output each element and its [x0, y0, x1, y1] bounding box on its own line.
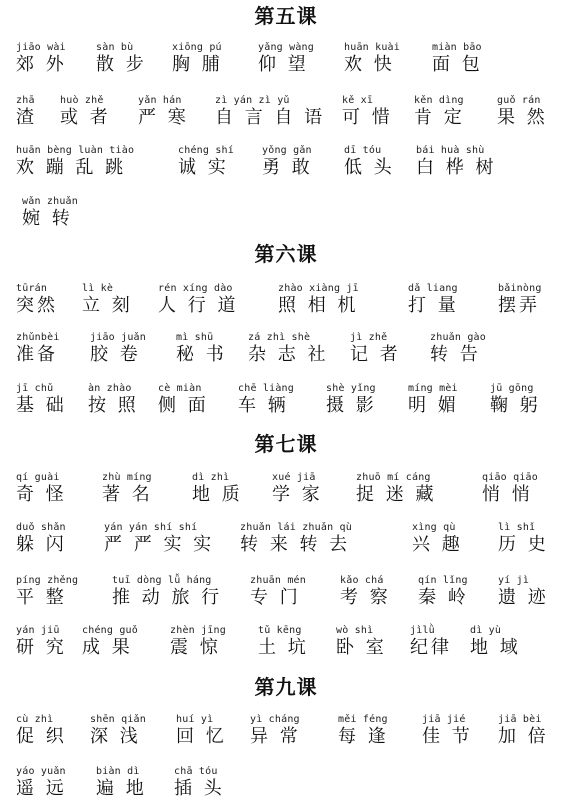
pinyin: tǔ kēng — [258, 625, 302, 636]
word-item — [215, 94, 325, 129]
hanzi: 研 究 — [16, 637, 67, 658]
word-item — [60, 94, 111, 129]
word-item — [172, 41, 223, 76]
pinyin: yǒng gǎn — [262, 145, 312, 156]
pinyin: qí guài — [16, 472, 60, 483]
hanzi: 基 础 — [16, 395, 67, 416]
hanzi: 车 辆 — [238, 395, 289, 416]
hanzi: 遍 地 — [96, 778, 147, 799]
word-item — [250, 713, 301, 748]
hanzi: 欢 蹦 乱 跳 — [16, 157, 127, 178]
hanzi: 插 头 — [174, 778, 225, 799]
pinyin: zhào xiàng jī — [278, 283, 359, 294]
word-item — [430, 331, 486, 366]
pinyin: xiōng pú — [172, 42, 222, 53]
hanzi: 胶 卷 — [90, 344, 141, 365]
hanzi: 专 门 — [250, 587, 301, 608]
word-item — [272, 471, 323, 506]
hanzi: 震 惊 — [170, 637, 221, 658]
word-item — [498, 574, 549, 609]
hanzi: 促 织 — [16, 726, 67, 747]
word-item — [16, 713, 67, 748]
word-item — [96, 765, 147, 800]
word-item — [340, 574, 391, 609]
hanzi: 人 行 道 — [158, 295, 239, 316]
pinyin: chéng guǒ — [82, 625, 138, 636]
word-item — [498, 282, 542, 317]
hanzi: 自 言 自 语 — [215, 107, 326, 128]
pinyin: sàn bù — [96, 42, 134, 53]
word-item — [158, 282, 238, 317]
word-item — [356, 471, 436, 506]
hanzi: 突然 — [16, 295, 58, 316]
pinyin: duǒ shǎn — [16, 522, 66, 533]
word-item — [16, 382, 67, 417]
word-row — [0, 471, 572, 511]
hanzi: 悄 悄 — [482, 484, 533, 505]
hanzi: 秘 书 — [176, 344, 227, 365]
word-item — [16, 282, 58, 317]
word-item — [408, 382, 459, 417]
hanzi: 地 质 — [192, 484, 243, 505]
pinyin: huò zhě — [60, 95, 104, 106]
word-row — [0, 624, 572, 664]
pinyin: zhǔnbèi — [16, 332, 60, 343]
word-item — [16, 574, 78, 609]
hanzi: 回 忆 — [176, 726, 227, 747]
hanzi: 遥 远 — [16, 778, 67, 799]
hanzi: 渣 — [16, 107, 37, 128]
word-item — [16, 765, 67, 800]
hanzi: 郊 外 — [16, 54, 67, 75]
word-item — [170, 624, 226, 659]
word-item — [338, 713, 389, 748]
word-item — [240, 521, 352, 556]
hanzi: 成 果 — [82, 637, 133, 658]
pinyin: mì shū — [176, 332, 214, 343]
word-item — [412, 521, 463, 556]
pinyin: chā tóu — [174, 766, 218, 777]
hanzi: 勇 敢 — [262, 157, 313, 178]
pinyin: wò shì — [336, 625, 374, 636]
word-row — [0, 765, 572, 805]
hanzi: 明 媚 — [408, 395, 459, 416]
hanzi: 散 步 — [96, 54, 147, 75]
hanzi: 侧 面 — [158, 395, 209, 416]
hanzi: 平 整 — [16, 587, 67, 608]
pinyin: zhā — [16, 95, 35, 106]
word-item — [422, 713, 473, 748]
hanzi: 白 桦 树 — [416, 157, 497, 178]
word-item — [158, 382, 209, 417]
pinyin: qiāo qiāo — [482, 472, 538, 483]
hanzi: 立 刻 — [82, 295, 133, 316]
pinyin: zhuān mén — [250, 575, 306, 586]
pinyin: zá zhì shè — [248, 332, 311, 343]
pinyin: zhù míng — [102, 472, 152, 483]
hanzi: 低 头 — [344, 157, 395, 178]
hanzi: 深 浅 — [90, 726, 141, 747]
hanzi: 著 名 — [102, 484, 153, 505]
hanzi: 严 寒 — [138, 107, 189, 128]
word-item — [96, 41, 147, 76]
word-row — [0, 382, 572, 422]
hanzi: 每 逢 — [338, 726, 389, 747]
word-item — [418, 574, 469, 609]
word-row — [0, 521, 572, 561]
pinyin: tuī dòng lǚ háng — [112, 575, 212, 586]
hanzi: 照 相 机 — [278, 295, 359, 316]
pinyin: yì cháng — [250, 714, 300, 725]
hanzi: 诚 实 — [178, 157, 229, 178]
pinyin: jiā bèi — [498, 714, 542, 725]
pinyin: dī tóu — [344, 145, 382, 156]
pinyin: měi féng — [338, 714, 388, 725]
word-item — [350, 331, 401, 366]
pinyin: cù zhì — [16, 714, 54, 725]
pinyin: píng zhěng — [16, 575, 79, 586]
pinyin: yán yán shí shí — [104, 522, 198, 533]
word-item — [482, 471, 538, 506]
hanzi: 纪律 — [410, 637, 452, 658]
word-row — [0, 195, 572, 235]
hanzi: 推 动 旅 行 — [112, 587, 223, 608]
hanzi: 准备 — [16, 344, 58, 365]
lesson-title: 第九课 — [254, 675, 318, 699]
word-item — [88, 382, 139, 417]
hanzi: 秦 岭 — [418, 587, 469, 608]
pinyin: lì shǐ — [498, 522, 536, 533]
pinyin: dǎ liang — [408, 283, 458, 294]
hanzi: 捉 迷 藏 — [356, 484, 437, 505]
pinyin: yǎng wàng — [258, 42, 314, 53]
word-item — [248, 331, 328, 366]
hanzi: 遗 迹 — [498, 587, 549, 608]
hanzi: 果 然 — [497, 107, 548, 128]
word-item — [470, 624, 521, 659]
hanzi: 可 惜 — [342, 107, 393, 128]
word-item — [258, 41, 314, 76]
word-item — [16, 521, 67, 556]
word-item — [138, 94, 189, 129]
word-item — [16, 144, 134, 179]
pinyin: zhuǎn lái zhuǎn qù — [240, 522, 352, 533]
pinyin: jū gōng — [490, 383, 534, 394]
word-item — [176, 331, 227, 366]
hanzi: 严 严 实 实 — [104, 534, 215, 555]
word-item — [112, 574, 222, 609]
word-item — [178, 144, 234, 179]
word-item — [498, 713, 549, 748]
hanzi: 胸 脯 — [172, 54, 223, 75]
word-row — [0, 713, 572, 753]
word-item — [410, 624, 452, 659]
pinyin: míng mèi — [408, 383, 458, 394]
pinyin: yí jì — [498, 575, 530, 586]
word-item — [90, 331, 146, 366]
word-item — [432, 41, 483, 76]
pinyin: cè miàn — [158, 383, 202, 394]
word-item — [344, 144, 395, 179]
pinyin: wǎn zhuǎn — [22, 196, 78, 207]
pinyin: rén xíng dào — [158, 283, 233, 294]
pinyin: chē liàng — [238, 383, 294, 394]
word-item — [497, 94, 548, 129]
word-item — [490, 382, 541, 417]
hanzi: 欢 快 — [344, 54, 395, 75]
pinyin: bái huà shù — [416, 145, 485, 156]
word-item — [22, 195, 78, 230]
hanzi: 异 常 — [250, 726, 301, 747]
hanzi: 鞠 躬 — [490, 395, 541, 416]
hanzi: 按 照 — [88, 395, 139, 416]
word-item — [258, 624, 309, 659]
hanzi: 加 倍 — [498, 726, 549, 747]
pinyin: huí yì — [176, 714, 214, 725]
pinyin: jī chǔ — [16, 383, 54, 394]
pinyin: guǒ rán — [497, 95, 541, 106]
hanzi: 摆弄 — [498, 295, 540, 316]
word-item — [250, 574, 306, 609]
pinyin: huān kuài — [344, 42, 400, 53]
lesson-title: 第七课 — [254, 432, 318, 456]
hanzi: 考 察 — [340, 587, 391, 608]
pinyin: dì yù — [470, 625, 502, 636]
pinyin: kě xī — [342, 95, 374, 106]
pinyin: chéng shí — [178, 145, 234, 156]
hanzi: 转 来 转 去 — [240, 534, 351, 555]
hanzi: 摄 影 — [326, 395, 377, 416]
word-item — [416, 144, 496, 179]
word-item — [326, 382, 377, 417]
word-item — [16, 331, 60, 366]
word-item — [408, 282, 459, 317]
pinyin: shè yǐng — [326, 383, 376, 394]
word-row — [0, 282, 572, 322]
hanzi: 躲 闪 — [16, 534, 67, 555]
pinyin: yǎn hán — [138, 95, 182, 106]
pinyin: jìlǜ — [410, 625, 435, 636]
pinyin: biàn dì — [96, 766, 140, 777]
pinyin: jiā jié — [422, 714, 466, 725]
pinyin: zhuō mí cáng — [356, 472, 431, 483]
word-item — [102, 471, 153, 506]
word-item — [104, 521, 214, 556]
hanzi: 地 域 — [470, 637, 521, 658]
word-item — [336, 624, 387, 659]
pinyin: àn zhào — [88, 383, 132, 394]
hanzi: 面 包 — [432, 54, 483, 75]
word-row — [0, 574, 572, 614]
pinyin: miàn bāo — [432, 42, 482, 53]
word-item — [176, 713, 227, 748]
lesson-title: 第六课 — [254, 242, 318, 266]
pinyin: xué jiā — [272, 472, 316, 483]
hanzi: 卧 室 — [336, 637, 387, 658]
pinyin: jì zhě — [350, 332, 388, 343]
word-item — [16, 94, 37, 129]
hanzi: 土 坑 — [258, 637, 309, 658]
pinyin: jiāo wài — [16, 42, 66, 53]
word-item — [16, 624, 67, 659]
pinyin: kǎo chá — [340, 575, 384, 586]
pinyin: dì zhì — [192, 472, 230, 483]
pinyin: bǎinòng — [498, 283, 542, 294]
word-item — [344, 41, 400, 76]
word-item — [414, 94, 465, 129]
hanzi: 兴 趣 — [412, 534, 463, 555]
word-row — [0, 41, 572, 81]
hanzi: 杂 志 社 — [248, 344, 329, 365]
word-item — [82, 624, 138, 659]
pinyin: huān bèng luàn tiào — [16, 145, 135, 156]
pinyin: tūrán — [16, 283, 48, 294]
word-item — [174, 765, 225, 800]
hanzi: 记 者 — [350, 344, 401, 365]
hanzi: 转 告 — [430, 344, 481, 365]
hanzi: 历 史 — [498, 534, 549, 555]
hanzi: 婉 转 — [22, 208, 73, 229]
word-row — [0, 144, 572, 184]
word-item — [90, 713, 146, 748]
word-item — [16, 471, 67, 506]
word-item — [238, 382, 294, 417]
word-row — [0, 94, 572, 134]
word-item — [262, 144, 313, 179]
pinyin: kěn dìng — [414, 95, 464, 106]
pinyin: zhèn jīng — [170, 625, 226, 636]
pinyin: qín lǐng — [418, 575, 468, 586]
word-item — [82, 282, 133, 317]
pinyin: lì kè — [82, 283, 114, 294]
hanzi: 佳 节 — [422, 726, 473, 747]
pinyin: yán jiū — [16, 625, 60, 636]
word-row — [0, 331, 572, 371]
hanzi: 奇 怪 — [16, 484, 67, 505]
pinyin: zhuǎn gào — [430, 332, 486, 343]
hanzi: 仰 望 — [258, 54, 309, 75]
hanzi: 打 量 — [408, 295, 459, 316]
hanzi: 肯 定 — [414, 107, 465, 128]
hanzi: 学 家 — [272, 484, 323, 505]
pinyin: jiāo juǎn — [90, 332, 146, 343]
word-item — [192, 471, 243, 506]
pinyin: xìng qù — [412, 522, 456, 533]
pinyin: yáo yuǎn — [16, 766, 66, 777]
hanzi: 或 者 — [60, 107, 111, 128]
word-item — [498, 521, 549, 556]
pinyin: zì yán zì yǔ — [215, 95, 290, 106]
pinyin: shēn qiǎn — [90, 714, 146, 725]
word-item — [278, 282, 359, 317]
word-item — [342, 94, 393, 129]
word-item — [16, 41, 67, 76]
lesson-title: 第五课 — [254, 4, 318, 28]
